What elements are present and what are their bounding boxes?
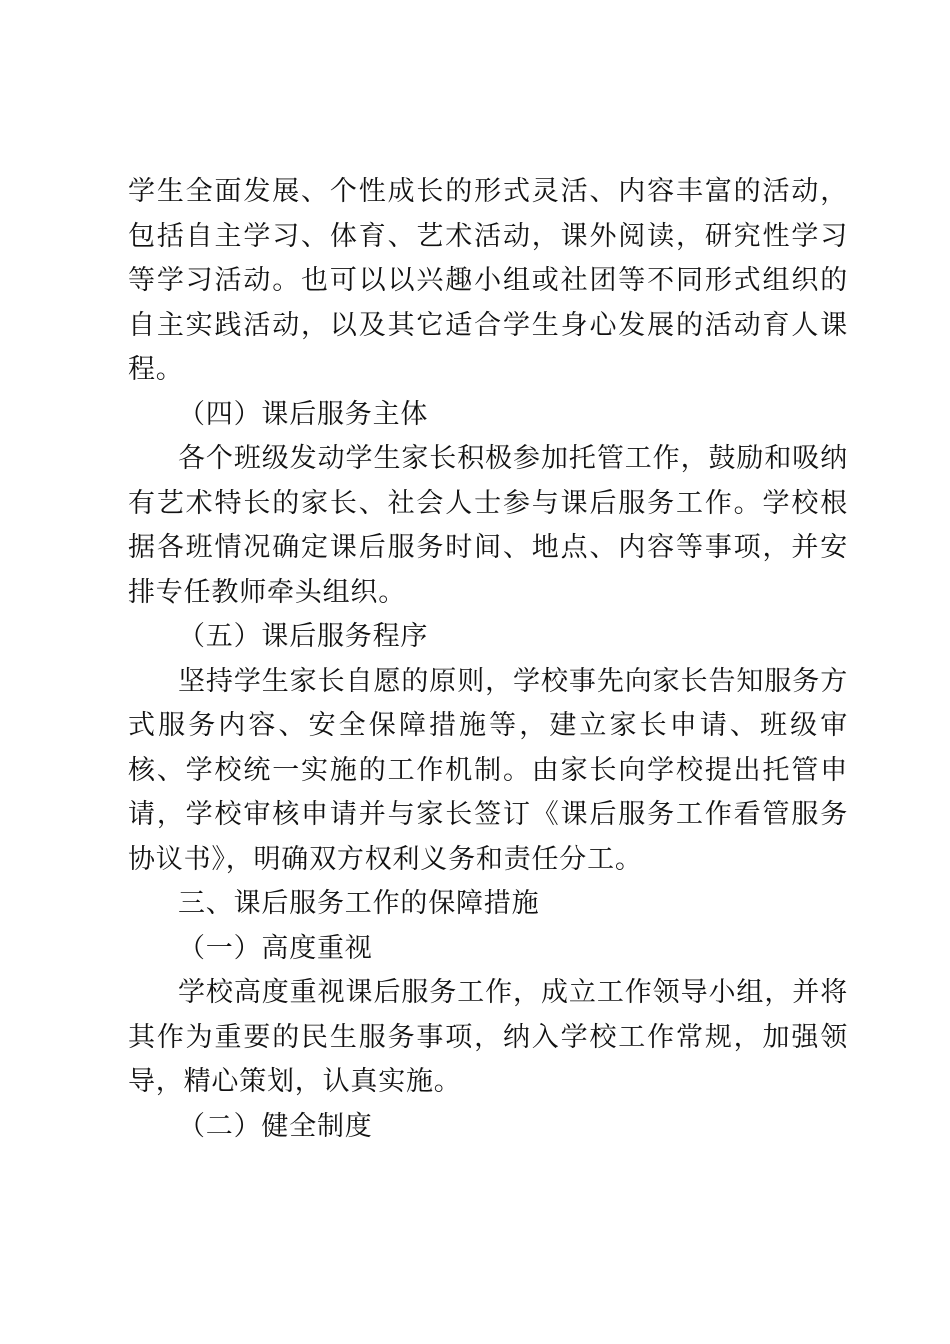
chapter-heading-safeguards: 三、课后服务工作的保障措施 (178, 888, 540, 919)
section-heading-high-attention: （一）高度重视 (178, 932, 373, 964)
section-heading-service-procedure: （五）课后服务程序 (178, 621, 429, 652)
paragraph-service-subject: 各个班级发动学生家长积极参加托管工作，鼓励和吸纳有艺术特长的家长、社会人士参与课后服务工作。学校根据各班情况确定课后服务时间、地点、内容等事项，并安排专任教师牵头组织。 (128, 443, 848, 608)
section-heading-sound-system: （二）健全制度 (178, 1110, 373, 1142)
document-body (128, 170, 848, 1149)
paragraph-high-attention: 学校高度重视课后服务工作，成立工作领导小组，并将其作为重要的民生服务事项，纳入学校工作常规，加强领导，精心策划，认真实施。 (128, 977, 848, 1097)
section-heading-service-subject: （四）课后服务主体 (178, 398, 429, 430)
paragraph-activities-continued: 学生全面发展、个性成长的形式灵活、内容丰富的活动，包括自主学习、体育、艺术活动，课外阅读，研究性学习等学习活动。也可以以兴趣小组或社团等不同形式组织的自主实践活动，以及其它适合学生身心发展的活动育人课程。 (128, 176, 848, 385)
paragraph-service-procedure: 坚持学生家长自愿的原则，学校事先向家长告知服务方式服务内容、安全保障措施等，建立家长申请、班级审核、学校统一实施的工作机制。由家长向学校提出托管申请，学校审核申请并与家长签订《课后服务工作看管服务协议书》，明确双方权利义务和责任分工。 (128, 665, 848, 875)
